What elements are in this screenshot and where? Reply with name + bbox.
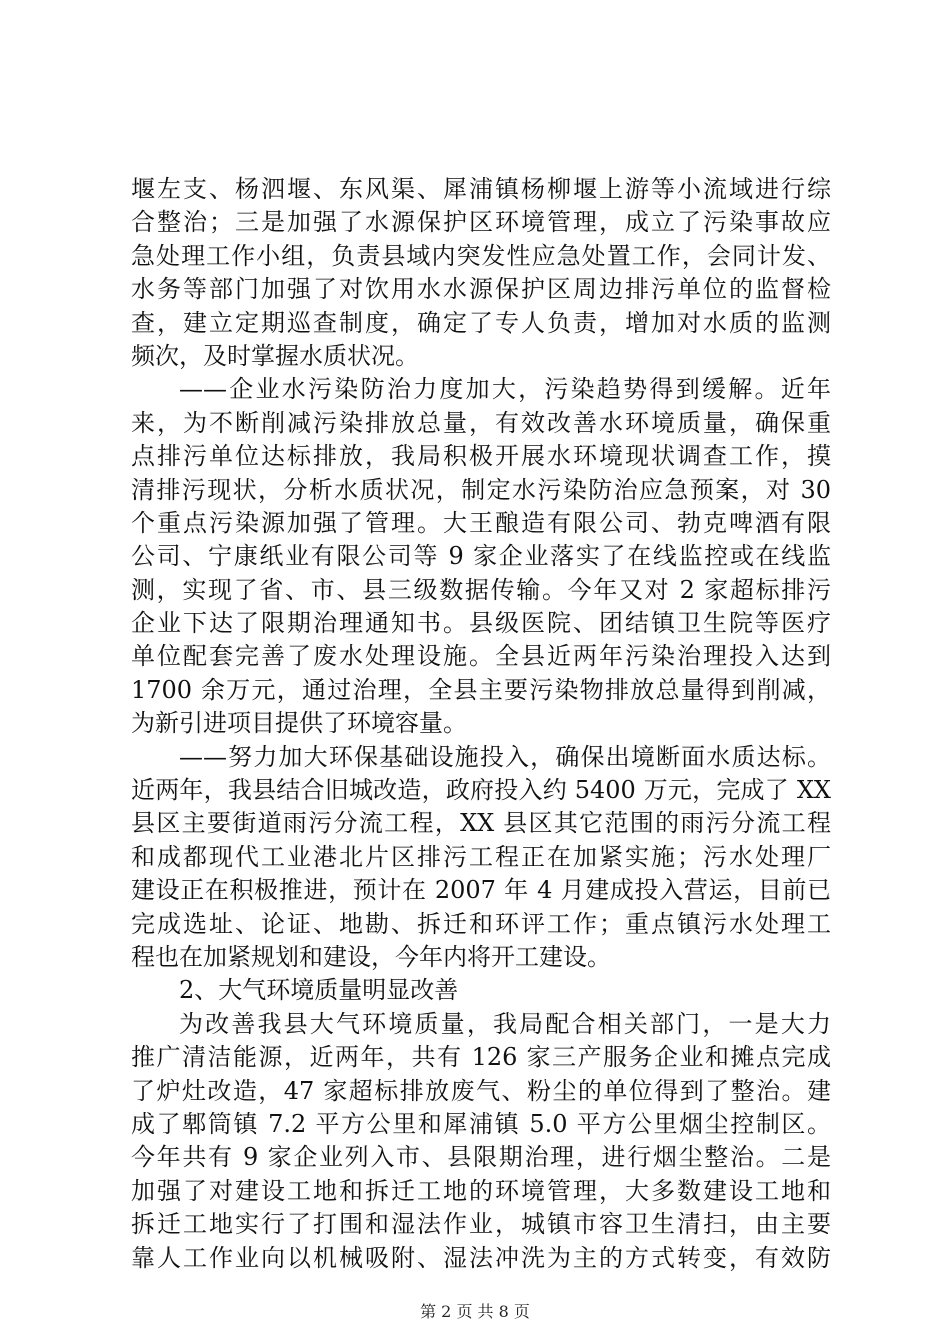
text-line: 推广清洁能源，近两年，共有 126 家三产服务企业和摊点完成 <box>131 1043 831 1072</box>
text-line: 了炉灶改造，47 家超标排放废气、粉尘的单位得到了整治。建 <box>131 1076 831 1105</box>
text-line: 加强了对建设工地和拆迁工地的环境管理，大多数建设工地和 <box>131 1176 831 1205</box>
page-number-footer: 第 2 页 共 8 页 <box>420 1302 530 1321</box>
text-line: 单位配套完善了废水处理设施。全县近两年污染治理投入达到 <box>131 642 831 671</box>
text-line: 完成选址、论证、地勘、拆迁和环评工作；重点镇污水处理工 <box>131 909 831 938</box>
text-line: 查，建立定期巡查制度，确定了专人负责，增加对水质的监测 <box>131 308 831 337</box>
text-line: 公司、宁康纸业有限公司等 9 家企业落实了在线监控或在线监 <box>131 542 831 571</box>
text-line: 个重点污染源加强了管理。大王酿造有限公司、勃克啤酒有限 <box>131 508 831 537</box>
text-line: 清排污现状，分析水质状况，制定水污染防治应急预案，对 30 <box>131 475 831 504</box>
text-line: 近两年，我县结合旧城改造，政府投入约 5400 万元，完成了 XX <box>131 776 831 805</box>
text-line: 今年共有 9 家企业列入市、县限期治理，进行烟尘整治。二是 <box>131 1143 831 1172</box>
text-line: ——努力加大环保基础设施投入，确保出境断面水质达标。 <box>179 742 831 771</box>
text-line: 为改善我县大气环境质量，我局配合相关部门，一是大力 <box>179 1009 831 1038</box>
text-line: 来，为不断削减污染排放总量，有效改善水环境质量，确保重 <box>131 408 831 437</box>
text-line: 拆迁工地实行了打围和湿法作业，城镇市容卫生清扫，由主要 <box>131 1210 831 1239</box>
text-line: 合整治；三是加强了水源保护区环境管理，成立了污染事故应 <box>131 208 831 237</box>
text-line: 为新引进项目提供了环境容量。 <box>131 709 467 738</box>
text-line: ——企业水污染防治力度加大，污染趋势得到缓解。近年 <box>179 375 831 404</box>
text-line: 点排污单位达标排放，我局积极开展水环境现状调查工作，摸 <box>131 442 831 471</box>
text-line: 成了郫筒镇 7.2 平方公里和犀浦镇 5.0 平方公里烟尘控制区。 <box>131 1109 831 1138</box>
text-line: 和成都现代工业港北片区排污工程正在加紧实施；污水处理厂 <box>131 842 831 871</box>
text-line: 1700 余万元，通过治理，全县主要污染物排放总量得到削减， <box>131 675 831 704</box>
document-body <box>131 173 831 1275</box>
text-line: 企业下达了限期治理通知书。县级医院、团结镇卫生院等医疗 <box>131 609 831 638</box>
text-line: 急处理工作小组，负责县域内突发性应急处置工作，会同计发、 <box>131 241 831 270</box>
text-line: 水务等部门加强了对饮用水水源保护区周边排污单位的监督检 <box>131 275 831 304</box>
text-line: 县区主要街道雨污分流工程，XX 县区其它范围的雨污分流工程 <box>131 809 831 838</box>
text-line: 靠人工作业向以机械吸附、湿法冲洗为主的方式转变，有效防 <box>131 1243 831 1272</box>
text-line: 测，实现了省、市、县三级数据传输。今年又对 2 家超标排污 <box>131 575 831 604</box>
text-line: 堰左支、杨泗堰、东风渠、犀浦镇杨柳堰上游等小流域进行综 <box>131 175 831 203</box>
text-line: 程也在加紧规划和建设，今年内将开工建设。 <box>131 942 611 971</box>
section-heading: 2、大气环境质量明显改善 <box>179 976 459 1005</box>
text-line: 建设正在积极推进，预计在 2007 年 4 月建成投入营运，目前已 <box>131 876 831 905</box>
text-line: 频次，及时掌握水质状况。 <box>131 341 419 370</box>
